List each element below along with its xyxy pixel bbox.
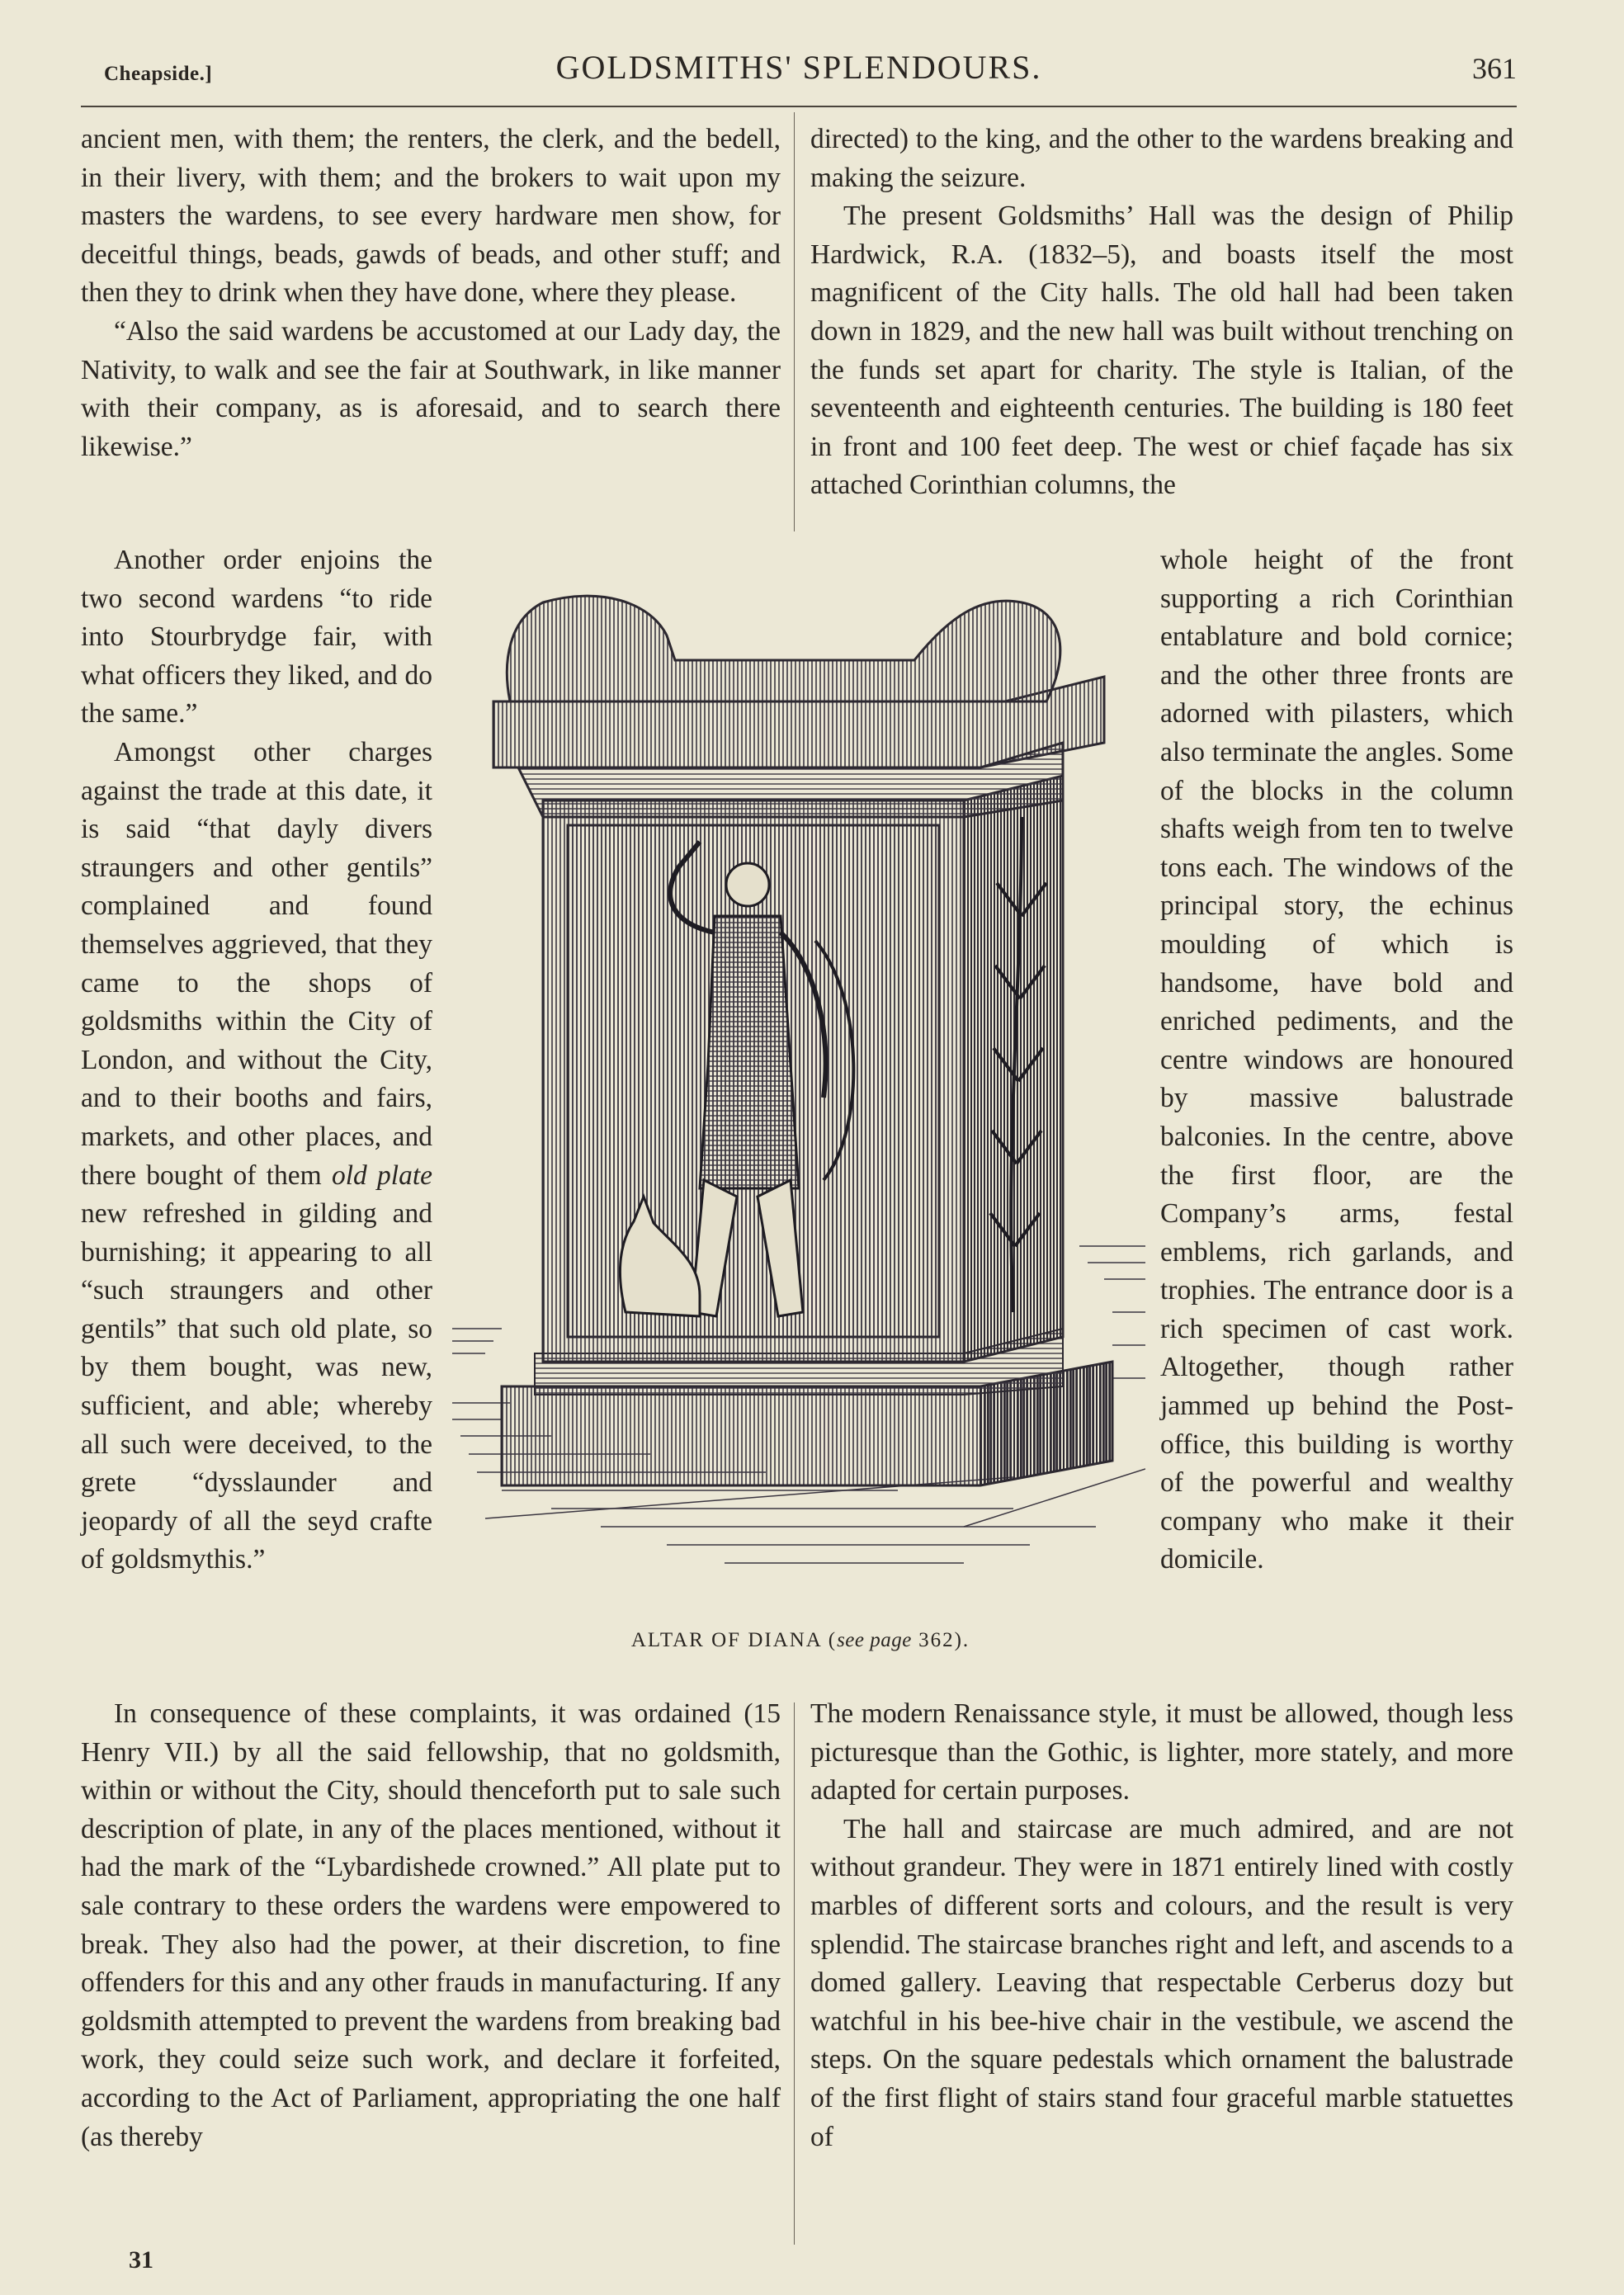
left-column-bottom: [81, 1695, 781, 2156]
paragraph: directed) to the king, and the other to the wardens breaking and making the seizure.: [810, 124, 1513, 193]
altar-cornice: [493, 596, 1104, 817]
paragraph: whole height of the front supporting a rich Corinthian entablature and bold cornice; and the other three fronts are adorned with pilasters, which also terminate the angles. Some of the blocks in the column shafts weigh from ten to twelve tons each. The windows of the principal story, the echinus moulding of which is handsome, have bold and enriched pediments, and the centre windows are honoured by massive balustrade balconies. In the centre, above the first floor, are the Company’s arms, festal emblems, rich garlands, and trophies. The entrance door is a rich specimen of cast work. Altogether, though rather jammed up behind the Post-office, this building is worthy of the powerful and wealthy company who make it their domicile.: [1160, 545, 1513, 1575]
caption-italic: see page: [837, 1629, 912, 1651]
page-number: 361: [1472, 52, 1517, 85]
paragraph: Another order enjoins the two second wardens “to ride into Stourbrydge fair, with what officers they liked, and do the same.”: [81, 545, 432, 730]
caption-text: ALTAR OF DIANA (: [630, 1629, 838, 1651]
paragraph: In consequence of these complaints, it was ordained (15 Henry VII.) by all the said fellowship, that no goldsmith, within or without the City, should thenceforth put to sale such description of plate, in any of the places mentioned, without it had the mark of the “Lybardishede crowned.” All plate put to sale contrary to these orders the wardens were empowered to break. They also had the power, at their discretion, to fine offenders for this and any other frauds in manufacturing. If any goldsmith attempted to prevent the wardens from breaking bad work, they could seize such work, and declare it forfeited, according to the Act of Parliament, appropriating the one half (as thereby: [81, 1698, 781, 2152]
italic-phrase: old plate: [331, 1159, 433, 1191]
column-divider-top: [794, 112, 795, 531]
column-divider-bottom: [794, 1702, 795, 2245]
paragraph: [81, 734, 432, 1580]
right-column-top: [810, 120, 1513, 505]
paragraph: ancient men, with them; the renters, the clerk, and the bedell, in their livery, with them; and the brokers to wait upon my masters the wardens, to see every hardware men show, for deceitful things, beads, gawds of beads, and other stuff; and then they to drink when they have done, where they please.: [81, 124, 781, 309]
caption-text: 362).: [911, 1629, 970, 1651]
paragraph: The hall and staircase are much admired, and are not without grandeur. They were in 1871 entirely lined with costly marbles of different sorts and colours, and the result is very splendid. The staircase branches right and left, and ascends to a domed gallery. Leaving that respectable Cerberus dozy but watchful in his bee-hive chair in the vestibule, we ascend the steps. On the square pedestals which ornament the balustrade of the first flight of stairs stand four graceful marble statuettes of: [810, 1813, 1513, 2152]
altar-engraving: [452, 569, 1145, 1626]
paragraph-text: new refreshed in gilding and burnishing; it appearing to all “such straungers and other gentils” that such old plate, so by them bought, was new, sufficient, and able; whereby all such were deceived, to the grete “dysslaunder and jeopardy of all the seyd crafte of goldsmythis.”: [81, 1198, 432, 1575]
altar-illustration: [452, 569, 1145, 1626]
paragraph: “Also the said wardens be accustomed at our Lady day, the Nativity, to walk and see the fair at Southwark, in like manner with their company, as is aforesaid, and to search there likewise.”: [81, 315, 781, 462]
section-label: Cheapside.]: [104, 63, 213, 85]
left-column-beside-figure: [81, 541, 432, 1580]
header-rule: [81, 106, 1517, 107]
page-title: GOLDSMITHS' SPLENDOURS.: [555, 49, 1042, 86]
signature-mark: 31: [129, 2246, 153, 2274]
right-column-beside-figure: [1160, 541, 1513, 1580]
paragraph: The present Goldsmiths’ Hall was the design of Philip Hardwick, R.A. (1832–5), and boasts itself the most magnificent of the City halls. The old hall had been taken down in 1829, and the new hall was built without trenching on the funds set apart for charity. The style is Italian, of the seventeenth and eighteenth centuries. The building is 180 feet in front and 100 feet deep. The west or chief façade has six attached Corinthian columns, the: [810, 201, 1513, 501]
paragraph: The modern Renaissance style, it must be allowed, though less picturesque than the Gothic, is lighter, more stately, and more adapted for certain purposes.: [810, 1698, 1513, 1806]
right-column-bottom: [810, 1695, 1513, 2156]
figure-caption: [446, 1629, 1155, 1652]
paragraph-text: Amongst other charges against the trade at this date, it is said “that dayly divers straungers and other gentils” complained and found themselves aggrieved, that they came to the shops of goldsmiths within the City of London, and without the City, and to their booths and fairs, markets, and other places, and there bought of them: [81, 736, 432, 1191]
running-head: [81, 46, 1517, 96]
left-column-top: [81, 120, 781, 466]
